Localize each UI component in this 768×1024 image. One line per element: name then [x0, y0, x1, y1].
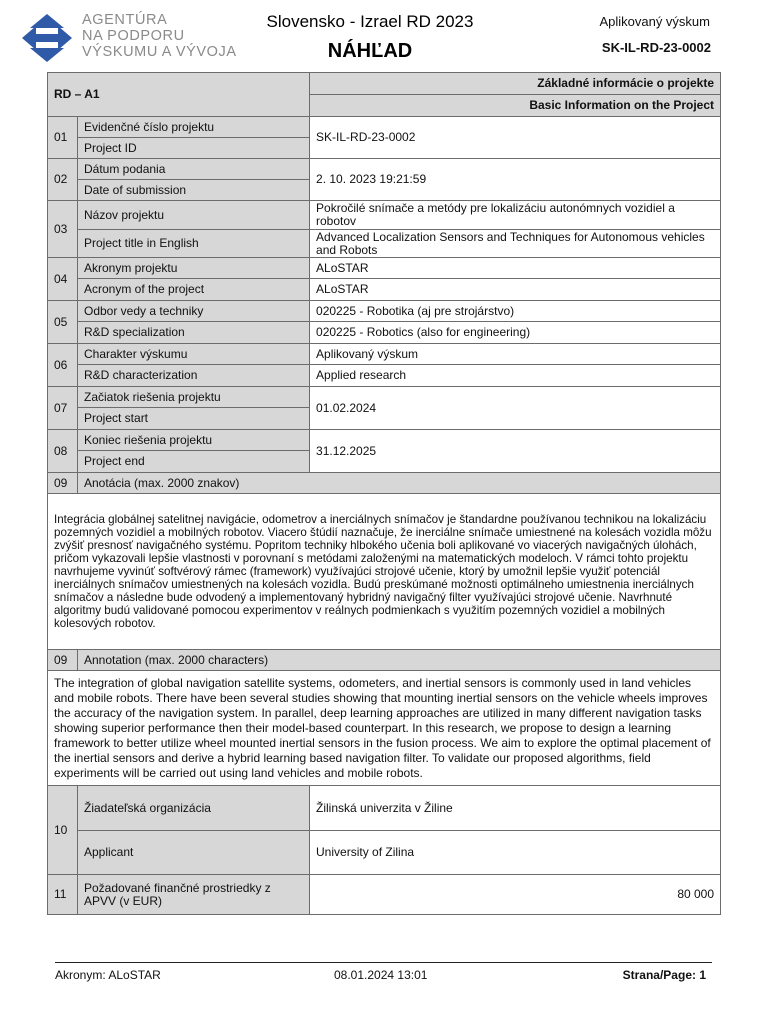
footer-acronym: Akronym: ALoSTAR — [55, 968, 161, 982]
agency-line-2: NA PODPORU — [82, 28, 185, 44]
label-project-end-en: Project end — [78, 451, 310, 473]
label-project-id-sk: Evidenčné číslo projektu — [78, 117, 310, 138]
label-project-end-sk: Koniec riešenia projektu — [78, 430, 310, 451]
agency-logo-icon — [22, 14, 72, 62]
label-characterization-sk: Charakter výskumu — [78, 344, 310, 365]
row-number-03: 03 — [48, 201, 78, 258]
value-project-end: 31.12.2025 — [310, 430, 721, 473]
agency-line-3: VÝSKUMU A VÝVOJA — [82, 44, 237, 60]
row-number-05: 05 — [48, 301, 78, 344]
value-project-id: SK-IL-RD-23-0002 — [310, 117, 721, 159]
value-title-sk: Pokročilé snímače a metódy pre lokalizáciu autonómnych vozidiel a robotov — [310, 201, 721, 230]
label-applicant-en: Applicant — [78, 831, 310, 875]
section-title-sk: Základné informácie o projekte — [310, 73, 721, 95]
document-title: Slovensko - Izrael RD 2023 — [266, 12, 474, 31]
project-info-table — [47, 72, 721, 915]
research-type: Aplikovaný výskum — [599, 14, 710, 29]
label-characterization-en: R&D characterization — [78, 365, 310, 387]
row-number-10: 10 — [48, 786, 78, 875]
row-number-11: 11 — [48, 875, 78, 915]
value-applicant-en: University of Zilina — [310, 831, 721, 875]
value-acronym-en: ALoSTAR — [310, 279, 721, 301]
row-number-01: 01 — [48, 117, 78, 159]
label-submission-date-sk: Dátum podania — [78, 159, 310, 180]
annotation-en-text: The integration of global navigation satellite systems, odometers, and inertial sensors is commonly used in land vehicles and mobile robots. There have been several studies showing that mounting inertial sensors on the vehicle wheels improves the accuracy of the navigation system. In parallel, deep learning approaches are utilized in many different navigation tasks showing superior performance then their model-based counterpart. In this research, we propose to design a learning framework to better utilize wheel mounted inertial sensors in the fusion process. We aim to explore the optimal placement of the inertial sensors and derive a hybrid learning based navigation filter. To validate our proposed algorithms, field experiments will be carried out using land vehicles and mobile robots. — [48, 671, 721, 786]
agency-name — [82, 12, 237, 60]
row-number-02: 02 — [48, 159, 78, 201]
document-id: SK-IL-RD-23-0002 — [601, 40, 711, 55]
row-number-09-sk: 09 — [48, 473, 78, 494]
section-title-en: Basic Information on the Project — [310, 95, 721, 117]
row-number-07: 07 — [48, 387, 78, 430]
footer-divider — [55, 962, 712, 963]
label-acronym-en: Acronym of the project — [78, 279, 310, 301]
label-submission-date-en: Date of submission — [78, 180, 310, 201]
label-applicant-sk: Žiadateľská organizácia — [78, 786, 310, 831]
value-project-start: 01.02.2024 — [310, 387, 721, 430]
preview-heading: NÁHĽAD — [327, 40, 413, 62]
label-specialization-en: R&D specialization — [78, 322, 310, 344]
label-funding: Požadované finančné prostriedky z APVV (v EUR) — [78, 875, 310, 915]
label-project-start-sk: Začiatok riešenia projektu — [78, 387, 310, 408]
value-applicant-sk: Žilinská univerzita v Žiline — [310, 786, 721, 831]
annotation-sk-text: Integrácia globálnej satelitnej navigácie, odometrov a inerciálnych snímačov je štandardne používanou technikou na lokalizáciu pozemných vozidiel a mobilných robotov. Viacero štúdií naznačuje, že inerciálne snímače umiestnené na kolesách vozidla môžu zvýšiť presnosť navigačného systému. Popritom techniky hlbokého učenia boli aplikované vo viacerých navigačných úlohách, pričom vykazovali lepšie vlastnosti v porovnaní s metódami založenými na matematických modeloch. V rámci tohto projektu navrhujeme vyvinúť softvérový rámec (framework) využívajúci strojové učenie, ktorý by umožnil lepšie využiť potenciál inerciálnych snímačov umiestnených na kolesách vozidla. Budú preskúmané možnosti optimálneho umiestnenia inerciálnych snímačov a následne bude odvodený a implementovaný hybridný navigačný filter využívajúci strojové učenie. Navrhnuté algoritmy budú validované pomocou experimentov v reálnych podmienkach s využitím pozemných vozidiel a mobilných kolesových robotov. — [48, 494, 721, 650]
label-project-start-en: Project start — [78, 408, 310, 430]
value-acronym-sk: ALoSTAR — [310, 258, 721, 279]
row-number-04: 04 — [48, 258, 78, 301]
value-characterization-en: Applied research — [310, 365, 721, 387]
label-annotation-sk: Anotácia (max. 2000 znakov) — [78, 473, 721, 494]
value-funding: 80 000 — [310, 875, 721, 915]
row-number-08: 08 — [48, 430, 78, 473]
label-project-id-en: Project ID — [78, 138, 310, 159]
agency-line-1: AGENTÚRA — [82, 12, 168, 28]
value-specialization-en: 020225 - Robotics (also for engineering) — [310, 322, 721, 344]
row-number-09-en: 09 — [48, 650, 78, 671]
footer-datetime: 08.01.2024 13:01 — [334, 968, 428, 982]
label-title-sk: Názov projektu — [78, 201, 310, 230]
page-header — [0, 0, 768, 72]
value-characterization-sk: Aplikovaný výskum — [310, 344, 721, 365]
footer-page-number: Strana/Page: 1 — [622, 968, 706, 982]
value-title-en: Advanced Localization Sensors and Techniques for Autonomous vehicles and Robots — [310, 230, 721, 258]
label-annotation-en: Annotation (max. 2000 characters) — [78, 650, 721, 671]
value-submission-date: 2. 10. 2023 19:21:59 — [310, 159, 721, 201]
value-specialization-sk: 020225 - Robotika (aj pre strojárstvo) — [310, 301, 721, 322]
label-acronym-sk: Akronym projektu — [78, 258, 310, 279]
label-title-en: Project title in English — [78, 230, 310, 258]
label-specialization-sk: Odbor vedy a techniky — [78, 301, 310, 322]
row-number-06: 06 — [48, 344, 78, 387]
section-code: RD – A1 — [48, 73, 310, 117]
